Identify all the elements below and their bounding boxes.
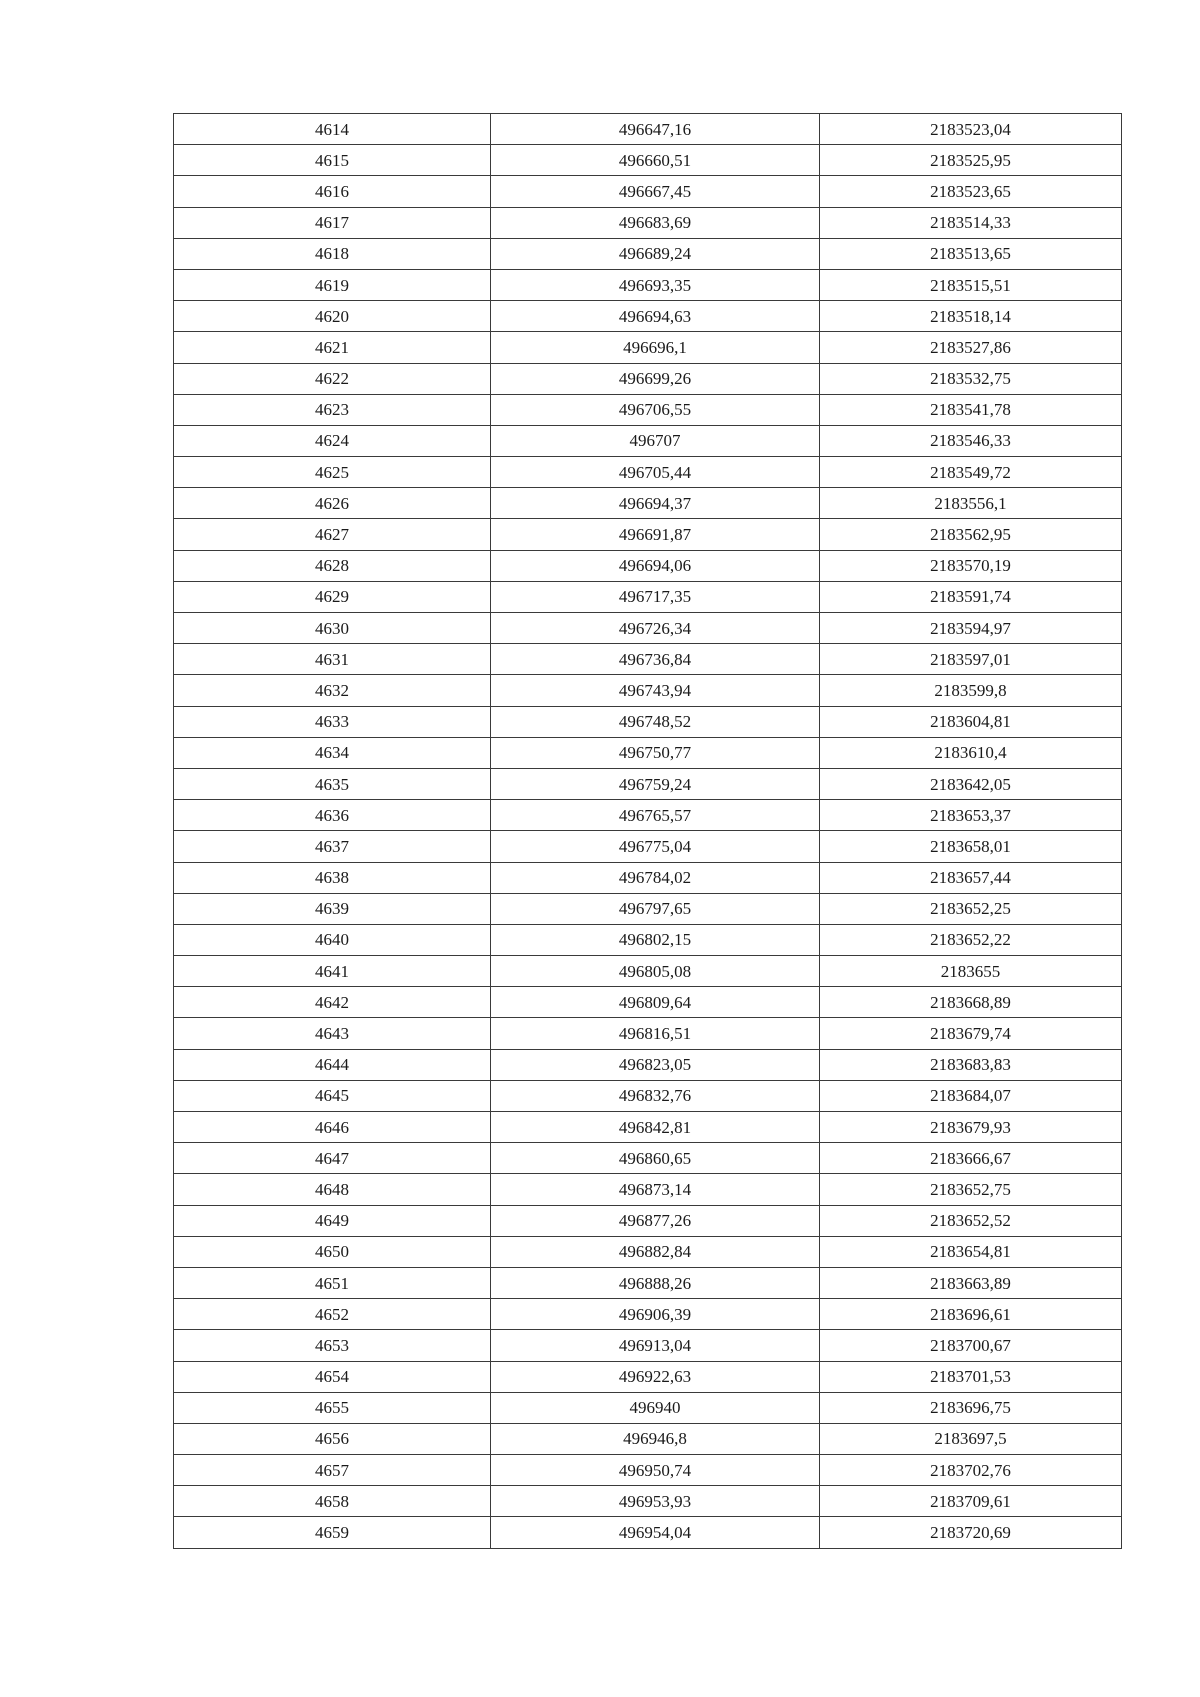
point-number-cell: 4636: [174, 800, 491, 831]
x-coordinate-cell: 496693,35: [491, 269, 820, 300]
x-coordinate-cell: 496748,52: [491, 706, 820, 737]
table-row: [174, 1330, 1122, 1361]
table-row: [174, 1392, 1122, 1423]
x-coordinate-cell: 496913,04: [491, 1330, 820, 1361]
y-coordinate-cell: 2183654,81: [820, 1236, 1122, 1267]
x-coordinate-cell: 496736,84: [491, 644, 820, 675]
table-row: [174, 519, 1122, 550]
point-number-cell: 4627: [174, 519, 491, 550]
x-coordinate-cell: 496667,45: [491, 176, 820, 207]
point-number-cell: 4645: [174, 1080, 491, 1111]
point-number-cell: 4629: [174, 581, 491, 612]
point-number-cell: 4657: [174, 1455, 491, 1486]
table-row: [174, 176, 1122, 207]
x-coordinate-cell: 496691,87: [491, 519, 820, 550]
x-coordinate-cell: 496726,34: [491, 613, 820, 644]
x-coordinate-cell: 496706,55: [491, 394, 820, 425]
y-coordinate-cell: 2183652,22: [820, 924, 1122, 955]
x-coordinate-cell: 496954,04: [491, 1517, 820, 1548]
table-row: [174, 924, 1122, 955]
x-coordinate-cell: 496696,1: [491, 332, 820, 363]
table-row: [174, 1455, 1122, 1486]
y-coordinate-cell: 2183666,67: [820, 1143, 1122, 1174]
x-coordinate-cell: 496946,8: [491, 1423, 820, 1454]
coordinates-table-body: [174, 114, 1122, 1549]
x-coordinate-cell: 496832,76: [491, 1080, 820, 1111]
point-number-cell: 4649: [174, 1205, 491, 1236]
table-row: [174, 269, 1122, 300]
point-number-cell: 4650: [174, 1236, 491, 1267]
table-row: [174, 1080, 1122, 1111]
y-coordinate-cell: 2183663,89: [820, 1267, 1122, 1298]
point-number-cell: 4652: [174, 1299, 491, 1330]
y-coordinate-cell: 2183642,05: [820, 768, 1122, 799]
y-coordinate-cell: 2183518,14: [820, 301, 1122, 332]
y-coordinate-cell: 2183562,95: [820, 519, 1122, 550]
table-row: [174, 1236, 1122, 1267]
y-coordinate-cell: 2183532,75: [820, 363, 1122, 394]
x-coordinate-cell: 496660,51: [491, 145, 820, 176]
point-number-cell: 4632: [174, 675, 491, 706]
y-coordinate-cell: 2183700,67: [820, 1330, 1122, 1361]
y-coordinate-cell: 2183701,53: [820, 1361, 1122, 1392]
point-number-cell: 4617: [174, 207, 491, 238]
y-coordinate-cell: 2183702,76: [820, 1455, 1122, 1486]
y-coordinate-cell: 2183594,97: [820, 613, 1122, 644]
y-coordinate-cell: 2183523,65: [820, 176, 1122, 207]
y-coordinate-cell: 2183696,75: [820, 1392, 1122, 1423]
point-number-cell: 4642: [174, 987, 491, 1018]
table-row: [174, 145, 1122, 176]
y-coordinate-cell: 2183658,01: [820, 831, 1122, 862]
y-coordinate-cell: 2183652,75: [820, 1174, 1122, 1205]
table-row: [174, 207, 1122, 238]
table-row: [174, 1205, 1122, 1236]
table-row: [174, 1517, 1122, 1548]
table-row: [174, 238, 1122, 269]
point-number-cell: 4614: [174, 114, 491, 145]
y-coordinate-cell: 2183655: [820, 956, 1122, 987]
point-number-cell: 4638: [174, 862, 491, 893]
x-coordinate-cell: 496694,06: [491, 550, 820, 581]
point-number-cell: 4635: [174, 768, 491, 799]
y-coordinate-cell: 2183653,37: [820, 800, 1122, 831]
y-coordinate-cell: 2183683,83: [820, 1049, 1122, 1080]
point-number-cell: 4641: [174, 956, 491, 987]
x-coordinate-cell: 496683,69: [491, 207, 820, 238]
table-row: [174, 1486, 1122, 1517]
point-number-cell: 4623: [174, 394, 491, 425]
y-coordinate-cell: 2183679,93: [820, 1112, 1122, 1143]
x-coordinate-cell: 496694,37: [491, 488, 820, 519]
x-coordinate-cell: 496750,77: [491, 737, 820, 768]
table-row: [174, 1143, 1122, 1174]
y-coordinate-cell: 2183549,72: [820, 457, 1122, 488]
point-number-cell: 4643: [174, 1018, 491, 1049]
y-coordinate-cell: 2183570,19: [820, 550, 1122, 581]
table-row: [174, 457, 1122, 488]
x-coordinate-cell: 496699,26: [491, 363, 820, 394]
table-row: [174, 581, 1122, 612]
y-coordinate-cell: 2183525,95: [820, 145, 1122, 176]
y-coordinate-cell: 2183610,4: [820, 737, 1122, 768]
x-coordinate-cell: 496797,65: [491, 893, 820, 924]
x-coordinate-cell: 496784,02: [491, 862, 820, 893]
x-coordinate-cell: 496805,08: [491, 956, 820, 987]
x-coordinate-cell: 496802,15: [491, 924, 820, 955]
y-coordinate-cell: 2183556,1: [820, 488, 1122, 519]
y-coordinate-cell: 2183709,61: [820, 1486, 1122, 1517]
x-coordinate-cell: 496717,35: [491, 581, 820, 612]
table-row: [174, 831, 1122, 862]
point-number-cell: 4651: [174, 1267, 491, 1298]
x-coordinate-cell: 496940: [491, 1392, 820, 1423]
x-coordinate-cell: 496647,16: [491, 114, 820, 145]
table-row: [174, 706, 1122, 737]
y-coordinate-cell: 2183527,86: [820, 332, 1122, 363]
point-number-cell: 4630: [174, 613, 491, 644]
x-coordinate-cell: 496823,05: [491, 1049, 820, 1080]
point-number-cell: 4618: [174, 238, 491, 269]
table-row: [174, 1112, 1122, 1143]
point-number-cell: 4628: [174, 550, 491, 581]
y-coordinate-cell: 2183591,74: [820, 581, 1122, 612]
x-coordinate-cell: 496689,24: [491, 238, 820, 269]
point-number-cell: 4654: [174, 1361, 491, 1392]
table-row: [174, 1018, 1122, 1049]
table-row: [174, 488, 1122, 519]
y-coordinate-cell: 2183696,61: [820, 1299, 1122, 1330]
coordinates-table: [173, 113, 1122, 1549]
table-row: [174, 956, 1122, 987]
point-number-cell: 4653: [174, 1330, 491, 1361]
y-coordinate-cell: 2183604,81: [820, 706, 1122, 737]
x-coordinate-cell: 496694,63: [491, 301, 820, 332]
y-coordinate-cell: 2183668,89: [820, 987, 1122, 1018]
point-number-cell: 4619: [174, 269, 491, 300]
point-number-cell: 4659: [174, 1517, 491, 1548]
table-row: [174, 1174, 1122, 1205]
y-coordinate-cell: 2183657,44: [820, 862, 1122, 893]
table-row: [174, 613, 1122, 644]
x-coordinate-cell: 496873,14: [491, 1174, 820, 1205]
table-row: [174, 1423, 1122, 1454]
y-coordinate-cell: 2183597,01: [820, 644, 1122, 675]
x-coordinate-cell: 496816,51: [491, 1018, 820, 1049]
x-coordinate-cell: 496950,74: [491, 1455, 820, 1486]
point-number-cell: 4621: [174, 332, 491, 363]
x-coordinate-cell: 496765,57: [491, 800, 820, 831]
table-row: [174, 394, 1122, 425]
x-coordinate-cell: 496707: [491, 425, 820, 456]
y-coordinate-cell: 2183514,33: [820, 207, 1122, 238]
point-number-cell: 4637: [174, 831, 491, 862]
table-row: [174, 893, 1122, 924]
point-number-cell: 4620: [174, 301, 491, 332]
table-row: [174, 550, 1122, 581]
table-row: [174, 1049, 1122, 1080]
point-number-cell: 4639: [174, 893, 491, 924]
x-coordinate-cell: 496888,26: [491, 1267, 820, 1298]
point-number-cell: 4616: [174, 176, 491, 207]
x-coordinate-cell: 496906,39: [491, 1299, 820, 1330]
point-number-cell: 4634: [174, 737, 491, 768]
y-coordinate-cell: 2183652,52: [820, 1205, 1122, 1236]
table-row: [174, 768, 1122, 799]
point-number-cell: 4646: [174, 1112, 491, 1143]
point-number-cell: 4640: [174, 924, 491, 955]
point-number-cell: 4626: [174, 488, 491, 519]
table-row: [174, 1361, 1122, 1392]
table-row: [174, 332, 1122, 363]
x-coordinate-cell: 496953,93: [491, 1486, 820, 1517]
x-coordinate-cell: 496877,26: [491, 1205, 820, 1236]
y-coordinate-cell: 2183599,8: [820, 675, 1122, 706]
x-coordinate-cell: 496922,63: [491, 1361, 820, 1392]
point-number-cell: 4615: [174, 145, 491, 176]
point-number-cell: 4622: [174, 363, 491, 394]
point-number-cell: 4625: [174, 457, 491, 488]
table-row: [174, 862, 1122, 893]
y-coordinate-cell: 2183679,74: [820, 1018, 1122, 1049]
table-row: [174, 987, 1122, 1018]
table-row: [174, 644, 1122, 675]
y-coordinate-cell: 2183652,25: [820, 893, 1122, 924]
x-coordinate-cell: 496743,94: [491, 675, 820, 706]
table-row: [174, 425, 1122, 456]
y-coordinate-cell: 2183541,78: [820, 394, 1122, 425]
table-row: [174, 1267, 1122, 1298]
x-coordinate-cell: 496860,65: [491, 1143, 820, 1174]
table-row: [174, 675, 1122, 706]
x-coordinate-cell: 496809,64: [491, 987, 820, 1018]
y-coordinate-cell: 2183546,33: [820, 425, 1122, 456]
y-coordinate-cell: 2183513,65: [820, 238, 1122, 269]
point-number-cell: 4648: [174, 1174, 491, 1205]
point-number-cell: 4644: [174, 1049, 491, 1080]
x-coordinate-cell: 496882,84: [491, 1236, 820, 1267]
y-coordinate-cell: 2183515,51: [820, 269, 1122, 300]
point-number-cell: 4647: [174, 1143, 491, 1174]
point-number-cell: 4658: [174, 1486, 491, 1517]
y-coordinate-cell: 2183697,5: [820, 1423, 1122, 1454]
point-number-cell: 4624: [174, 425, 491, 456]
point-number-cell: 4631: [174, 644, 491, 675]
table-row: [174, 114, 1122, 145]
point-number-cell: 4655: [174, 1392, 491, 1423]
x-coordinate-cell: 496775,04: [491, 831, 820, 862]
point-number-cell: 4656: [174, 1423, 491, 1454]
y-coordinate-cell: 2183720,69: [820, 1517, 1122, 1548]
x-coordinate-cell: 496705,44: [491, 457, 820, 488]
x-coordinate-cell: 496842,81: [491, 1112, 820, 1143]
table-row: [174, 1299, 1122, 1330]
x-coordinate-cell: 496759,24: [491, 768, 820, 799]
table-row: [174, 301, 1122, 332]
y-coordinate-cell: 2183684,07: [820, 1080, 1122, 1111]
point-number-cell: 4633: [174, 706, 491, 737]
y-coordinate-cell: 2183523,04: [820, 114, 1122, 145]
table-row: [174, 737, 1122, 768]
table-row: [174, 800, 1122, 831]
table-row: [174, 363, 1122, 394]
